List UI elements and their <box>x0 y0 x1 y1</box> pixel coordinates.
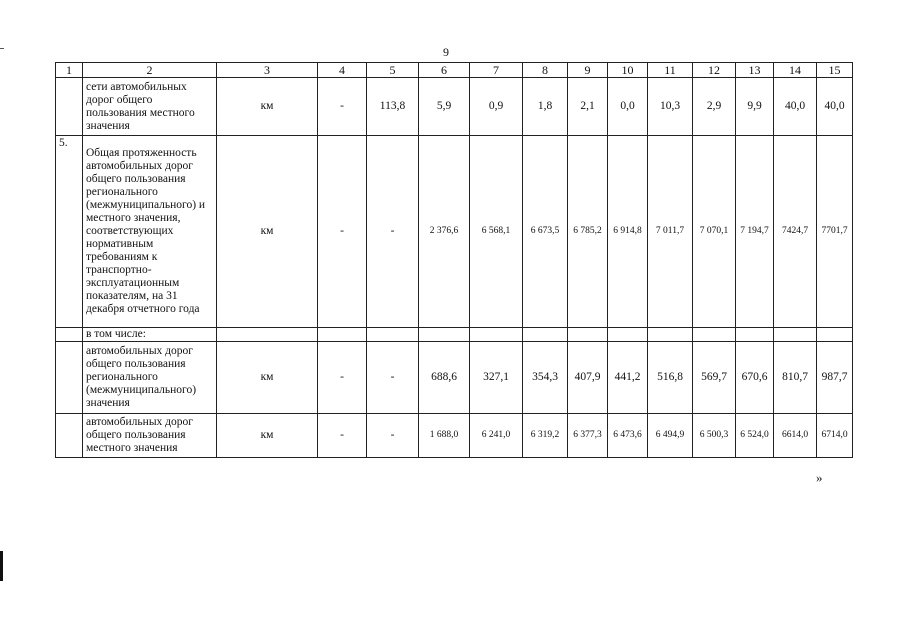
unit-cell: км <box>217 414 318 458</box>
value-cell: 7 070,1 <box>693 136 736 328</box>
value-cell: 987,7 <box>817 342 853 414</box>
value-cell: 2 376,6 <box>419 136 470 328</box>
table-row <box>56 414 853 458</box>
value-cell: 569,7 <box>693 342 736 414</box>
value-cell: 6 377,3 <box>568 414 608 458</box>
value-cell: 2,9 <box>693 78 736 136</box>
value-cell <box>648 328 693 342</box>
value-cell: 7 194,7 <box>736 136 774 328</box>
closing-quote: » <box>816 470 823 485</box>
value-cell: 6 500,3 <box>693 414 736 458</box>
unit-cell: км <box>217 136 318 328</box>
value-cell: 6 568,1 <box>470 136 523 328</box>
value-cell: 6714,0 <box>817 414 853 458</box>
unit-cell <box>217 328 318 342</box>
unit-cell: км <box>217 342 318 414</box>
value-cell: 40,0 <box>817 78 853 136</box>
value-cell: 6614,0 <box>774 414 817 458</box>
value-cell: 0,0 <box>608 78 648 136</box>
value-cell: 1,8 <box>523 78 568 136</box>
header-cell: 2 <box>83 63 217 78</box>
value-cell: 670,6 <box>736 342 774 414</box>
header-cell: 9 <box>568 63 608 78</box>
value-cell: 7701,7 <box>817 136 853 328</box>
value-cell <box>817 328 853 342</box>
header-cell: 5 <box>367 63 419 78</box>
header-cell: 13 <box>736 63 774 78</box>
value-cell: 0,9 <box>470 78 523 136</box>
value-cell: 516,8 <box>648 342 693 414</box>
header-cell: 7 <box>470 63 523 78</box>
table-row <box>56 328 853 342</box>
value-cell: 6 785,2 <box>568 136 608 328</box>
indicator-name: автомобильных дорог общего пользования регионального (межмуниципального) значения <box>83 342 217 414</box>
value-cell: 10,3 <box>648 78 693 136</box>
row-number <box>56 414 83 458</box>
value-cell: 688,6 <box>419 342 470 414</box>
value-cell: 354,3 <box>523 342 568 414</box>
value-cell: 1 688,0 <box>419 414 470 458</box>
col5-cell: 113,8 <box>367 78 419 136</box>
row-number <box>56 328 83 342</box>
value-cell: 7424,7 <box>774 136 817 328</box>
value-cell: 6 673,5 <box>523 136 568 328</box>
value-cell <box>419 328 470 342</box>
value-cell: 6 473,6 <box>608 414 648 458</box>
indicator-name: автомобильных дорог общего пользования местного значения <box>83 414 217 458</box>
value-cell: 6 914,8 <box>608 136 648 328</box>
header-cell: 11 <box>648 63 693 78</box>
indicator-name: сети автомобильных дорог общего пользования местного значения <box>83 78 217 136</box>
header-row <box>56 63 853 78</box>
header-cell: 1 <box>56 63 83 78</box>
header-cell: 15 <box>817 63 853 78</box>
col5-cell: - <box>367 342 419 414</box>
header-cell: 4 <box>318 63 367 78</box>
value-cell <box>693 328 736 342</box>
col5-cell: - <box>367 414 419 458</box>
indicator-name: Общая протяженность автомобильных дорог общего пользования регионального (межмуниципального) и местного значения, соответствующих нормативным требованиям к транспортно-эксплуатационным показателям, на 31 декабря отчетного года <box>83 136 217 328</box>
col4-cell: - <box>318 136 367 328</box>
header-cell: 14 <box>774 63 817 78</box>
col4-cell: - <box>318 414 367 458</box>
value-cell <box>470 328 523 342</box>
unit-cell: км <box>217 78 318 136</box>
row-number <box>56 78 83 136</box>
col4-cell: - <box>318 78 367 136</box>
scan-edge-mark <box>0 48 4 49</box>
value-cell: 6 319,2 <box>523 414 568 458</box>
table-row <box>56 78 853 136</box>
value-cell: 407,9 <box>568 342 608 414</box>
header-cell: 10 <box>608 63 648 78</box>
header-cell: 6 <box>419 63 470 78</box>
value-cell <box>568 328 608 342</box>
header-cell: 12 <box>693 63 736 78</box>
header-cell: 8 <box>523 63 568 78</box>
header-cell: 3 <box>217 63 318 78</box>
value-cell: 40,0 <box>774 78 817 136</box>
value-cell <box>608 328 648 342</box>
value-cell: 6 524,0 <box>736 414 774 458</box>
row-number <box>56 342 83 414</box>
value-cell: 810,7 <box>774 342 817 414</box>
value-cell: 441,2 <box>608 342 648 414</box>
value-cell: 2,1 <box>568 78 608 136</box>
indicator-table <box>55 62 853 458</box>
scan-edge-bar <box>0 551 3 581</box>
col5-cell <box>367 328 419 342</box>
value-cell: 6 241,0 <box>470 414 523 458</box>
value-cell: 5,9 <box>419 78 470 136</box>
value-cell <box>523 328 568 342</box>
col5-cell: - <box>367 136 419 328</box>
value-cell <box>774 328 817 342</box>
value-cell: 9,9 <box>736 78 774 136</box>
col4-cell <box>318 328 367 342</box>
page-number: 9 <box>443 45 449 59</box>
value-cell <box>736 328 774 342</box>
indicator-name: в том числе: <box>83 328 217 342</box>
table-row <box>56 136 853 328</box>
value-cell: 327,1 <box>470 342 523 414</box>
table-row <box>56 342 853 414</box>
value-cell: 6 494,9 <box>648 414 693 458</box>
value-cell: 7 011,7 <box>648 136 693 328</box>
row-number: 5. <box>56 136 83 328</box>
col4-cell: - <box>318 342 367 414</box>
